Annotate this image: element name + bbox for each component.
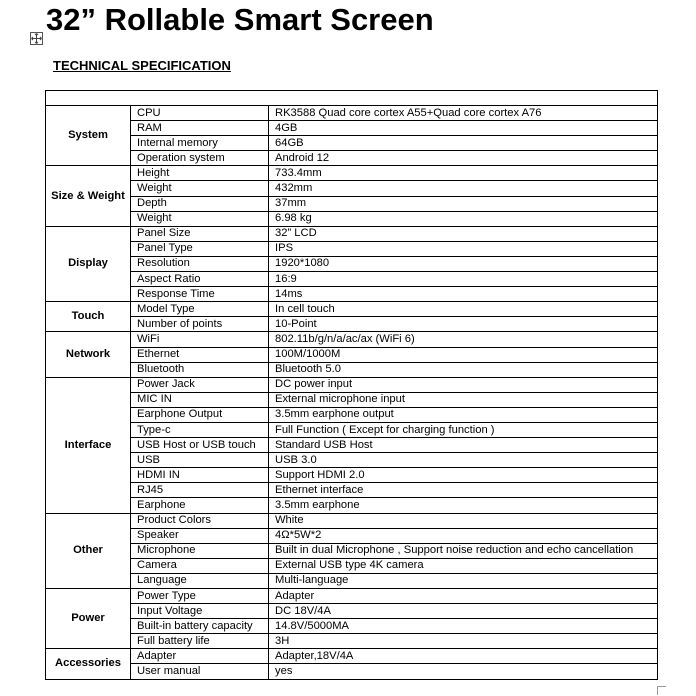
spec-name-cell: Speaker <box>131 528 269 543</box>
category-cell: System <box>46 106 131 166</box>
table-row <box>46 664 658 679</box>
spec-name-cell: Panel Type <box>131 241 269 256</box>
spec-value-cell: 37mm <box>269 196 658 211</box>
spec-value-cell: 733.4mm <box>269 166 658 181</box>
table-row <box>46 619 658 634</box>
spec-name-cell: Weight <box>131 181 269 196</box>
document-title: 32” Rollable Smart Screen <box>46 2 434 37</box>
spec-value-cell: Adapter,18V/4A <box>269 649 658 664</box>
spec-name-cell: Camera <box>131 558 269 573</box>
spec-name-cell: Weight <box>131 211 269 226</box>
spec-value-cell: External USB type 4K camera <box>269 558 658 573</box>
spec-name-cell: Number of points <box>131 317 269 332</box>
spec-value-cell: 64GB <box>269 136 658 151</box>
spec-value-cell: White <box>269 513 658 528</box>
spec-name-cell: Aspect Ratio <box>131 272 269 287</box>
table-row <box>46 407 658 422</box>
table-row <box>46 272 658 287</box>
table-row <box>46 106 658 121</box>
table-row <box>46 558 658 573</box>
spec-value-cell: Adapter <box>269 589 658 604</box>
spec-name-cell: MIC IN <box>131 392 269 407</box>
spec-value-cell: Support HDMI 2.0 <box>269 468 658 483</box>
table-row <box>46 241 658 256</box>
table-row <box>46 498 658 513</box>
spec-name-cell: Built-in battery capacity <box>131 619 269 634</box>
table-row <box>46 317 658 332</box>
table-row <box>46 166 658 181</box>
spec-name-cell: HDMI IN <box>131 468 269 483</box>
spec-value-cell: Multi-language <box>269 573 658 588</box>
spec-name-cell: Type-c <box>131 422 269 437</box>
spec-name-cell: Internal memory <box>131 136 269 151</box>
spec-name-cell: Resolution <box>131 256 269 271</box>
spec-name-cell: Product Colors <box>131 513 269 528</box>
table-row <box>46 573 658 588</box>
spec-name-cell: Bluetooth <box>131 362 269 377</box>
spec-value-cell: USB 3.0 <box>269 453 658 468</box>
spec-name-cell: Microphone <box>131 543 269 558</box>
spec-name-cell: Ethernet <box>131 347 269 362</box>
table-row <box>46 196 658 211</box>
table-row <box>46 332 658 347</box>
table-row <box>46 483 658 498</box>
spec-value-cell: 4Ω*5W*2 <box>269 528 658 543</box>
table-row <box>46 347 658 362</box>
category-cell: Touch <box>46 302 131 332</box>
table-row <box>46 211 658 226</box>
spec-value-cell: yes <box>269 664 658 679</box>
spec-value-cell: 4GB <box>269 121 658 136</box>
category-cell: Accessories <box>46 649 131 679</box>
spec-name-cell: Language <box>131 573 269 588</box>
table-row <box>46 256 658 271</box>
table-row <box>46 287 658 302</box>
spec-value-cell: 14.8V/5000MA <box>269 619 658 634</box>
category-cell: Display <box>46 226 131 301</box>
spec-table <box>45 90 658 680</box>
table-row <box>46 151 658 166</box>
spec-value-cell: 14ms <box>269 287 658 302</box>
spec-value-cell: 6.98 kg <box>269 211 658 226</box>
spec-name-cell: RAM <box>131 121 269 136</box>
spec-name-cell: Power Type <box>131 589 269 604</box>
table-row <box>46 377 658 392</box>
spec-value-cell: 10-Point <box>269 317 658 332</box>
section-heading: TECHNICAL SPECIFICATION <box>53 58 231 73</box>
spec-value-cell: 16:9 <box>269 272 658 287</box>
table-row <box>46 513 658 528</box>
table-row <box>46 392 658 407</box>
spec-value-cell: In cell touch <box>269 302 658 317</box>
spec-name-cell: Panel Size <box>131 226 269 241</box>
spec-value-cell: Standard USB Host <box>269 438 658 453</box>
spec-value-cell: 432mm <box>269 181 658 196</box>
spec-value-cell: 3H <box>269 634 658 649</box>
table-row <box>46 543 658 558</box>
category-cell: Size & Weight <box>46 166 131 226</box>
spec-value-cell: Bluetooth 5.0 <box>269 362 658 377</box>
category-cell: Network <box>46 332 131 377</box>
spec-value-cell: Android 12 <box>269 151 658 166</box>
table-row <box>46 604 658 619</box>
table-row <box>46 453 658 468</box>
spec-name-cell: CPU <box>131 106 269 121</box>
page-corner-mark <box>657 686 666 695</box>
spec-value-cell: DC power input <box>269 377 658 392</box>
table-row <box>46 181 658 196</box>
spec-name-cell: Power Jack <box>131 377 269 392</box>
table-row <box>46 438 658 453</box>
spec-name-cell: Earphone Output <box>131 407 269 422</box>
spec-name-cell: Depth <box>131 196 269 211</box>
category-cell: Power <box>46 589 131 649</box>
category-cell: Other <box>46 513 131 588</box>
table-row <box>46 362 658 377</box>
table-move-handle-icon[interactable] <box>30 32 43 45</box>
spec-name-cell: Height <box>131 166 269 181</box>
spec-value-cell: 802.11b/g/n/a/ac/ax (WiFi 6) <box>269 332 658 347</box>
spec-value-cell: Ethernet interface <box>269 483 658 498</box>
spec-name-cell: Model Type <box>131 302 269 317</box>
table-row <box>46 136 658 151</box>
spec-name-cell: Full battery life <box>131 634 269 649</box>
category-cell: Interface <box>46 377 131 513</box>
table-row <box>46 121 658 136</box>
spec-value-cell: DC 18V/4A <box>269 604 658 619</box>
table-row <box>46 468 658 483</box>
spec-value-cell: 1920*1080 <box>269 256 658 271</box>
spec-name-cell: Input Voltage <box>131 604 269 619</box>
table-row <box>46 226 658 241</box>
spec-value-cell: 3.5mm earphone output <box>269 407 658 422</box>
spec-name-cell: USB <box>131 453 269 468</box>
spec-name-cell: RJ45 <box>131 483 269 498</box>
spec-value-cell: IPS <box>269 241 658 256</box>
spec-name-cell: Adapter <box>131 649 269 664</box>
spec-value-cell: 32” LCD <box>269 226 658 241</box>
spec-name-cell: User manual <box>131 664 269 679</box>
spec-value-cell: 3.5mm earphone <box>269 498 658 513</box>
table-row <box>46 422 658 437</box>
table-row <box>46 302 658 317</box>
table-row <box>46 528 658 543</box>
spec-value-cell: Full Function ( Except for charging function ) <box>269 422 658 437</box>
table-row <box>46 649 658 664</box>
spec-name-cell: WiFi <box>131 332 269 347</box>
spec-value-cell: External microphone input <box>269 392 658 407</box>
table-header-row <box>46 91 658 106</box>
spec-name-cell: Response Time <box>131 287 269 302</box>
spec-value-cell: RK3588 Quad core cortex A55+Quad core cortex A76 <box>269 106 658 121</box>
spec-name-cell: Operation system <box>131 151 269 166</box>
spec-name-cell: USB Host or USB touch <box>131 438 269 453</box>
spec-value-cell: Built in dual Microphone , Support noise reduction and echo cancellation <box>269 543 658 558</box>
spec-value-cell: 100M/1000M <box>269 347 658 362</box>
table-row <box>46 634 658 649</box>
table-header-cell <box>46 91 658 106</box>
spec-name-cell: Earphone <box>131 498 269 513</box>
table-row <box>46 589 658 604</box>
